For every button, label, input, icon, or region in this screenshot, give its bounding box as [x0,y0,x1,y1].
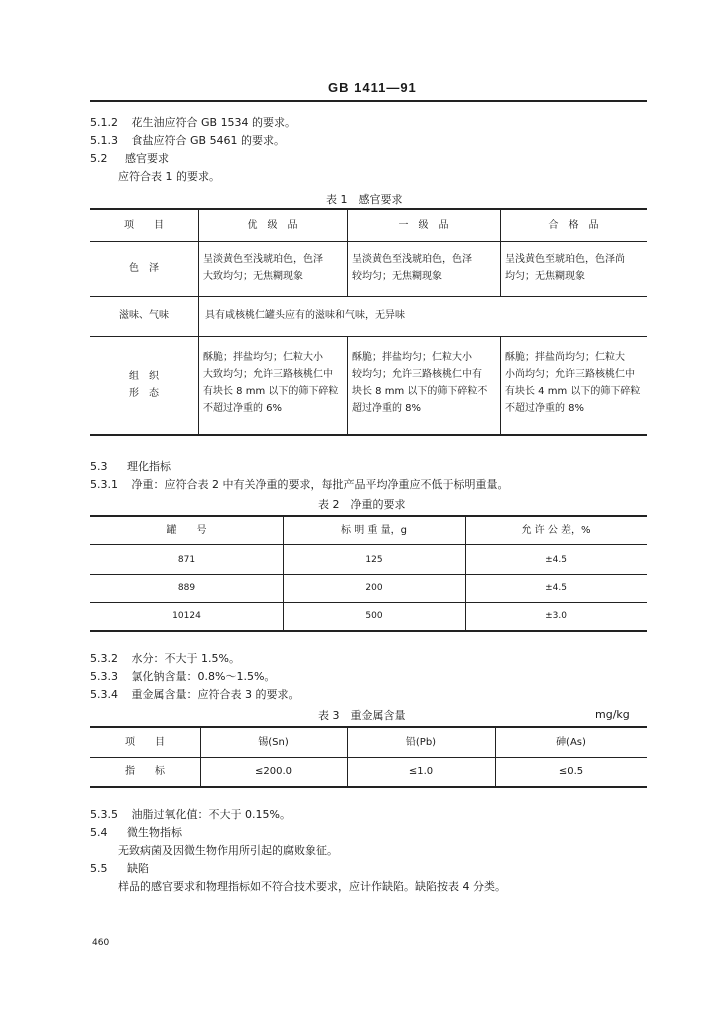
table1-row-texture-qualified: 酥脆；拌盐尚均匀；仁粒大 小尚均匀；允许三路核桃仁中 有块长 4 mm 以下的筛下碎粒 不超过净重的 8% [505,352,641,414]
table1-title: 表 1 感官要求 [326,193,403,206]
table2-title: 表 2 净重的要求 [318,498,406,511]
table2-cell: 200 [365,583,383,593]
clause-number: 5.3.4 [90,688,118,701]
clause-text: 水分：不大于 1.5%。 [131,652,240,665]
table1-header-item: 项 目 [124,220,164,231]
table2-cell: 10124 [172,611,201,621]
table1-row-texture-item: 组 织 形 态 [129,371,159,399]
table3-cell: ≤0.5 [558,766,584,777]
table1-row-color-item: 色 泽 [129,263,159,274]
table1-row-color-qualified: 呈浅黄色至琥珀色，色泽尚 均匀；无焦糊现象 [505,254,625,282]
clause-5-3-5 [90,806,291,824]
table2-cell: ±3.0 [545,611,567,621]
clause-5-3-3 [90,668,275,686]
page-number: 460 [92,938,110,948]
table1-row-color-premium: 呈淡黄色至浅琥珀色，色泽 大致均匀；无焦糊现象 [203,254,323,282]
header-rule [90,100,647,102]
table3-cell: ≤1.0 [408,766,434,777]
clause-5-3 [90,458,171,476]
clause-text: 重金属含量：应符合表 3 的要求。 [131,688,300,701]
table2-cell: 871 [177,555,196,565]
table2-header-weight: 标 明 重 量，g [341,525,407,536]
table2-cell: 889 [177,583,196,593]
clause-number: 5.5 [90,862,108,875]
clause-5-1-3 [90,132,285,150]
clause-5-4 [90,824,182,842]
clause-number: 5.3.3 [90,670,118,683]
clause-text: 净重：应符合表 2 中有关净重的要求，每批产品平均净重应不低于标明重量。 [131,478,509,491]
clause-5-4-text: 无致病菌及因微生物作用所引起的腐败象征。 [118,844,338,857]
clause-number: 5.1.2 [90,116,118,129]
table1-row-taste-merged: 具有咸核桃仁罐头应有的滋味和气味，无异味 [205,310,405,321]
clause-5-3-1 [90,476,509,494]
table3-unit: mg/kg [595,708,630,721]
clause-5-3-2 [90,650,240,668]
table2-cell: 500 [365,611,383,621]
clause-text: 缺陷 [127,862,149,875]
table1-row-color-first: 呈淡黄色至浅琥珀色，色泽 较均匀；无焦糊现象 [352,254,472,282]
table2-header-tolerance: 允 许 公 差，% [521,525,591,536]
clause-number: 5.1.3 [90,134,118,147]
clause-text: 微生物指标 [127,826,182,839]
table2-cell: 125 [365,555,383,565]
table1-header-premium: 优 级 品 [247,220,298,231]
clause-number: 5.4 [90,826,108,839]
table3-title: 表 3 重金属含量 [318,709,406,722]
table1-row-texture-premium: 酥脆；拌盐均匀；仁粒大小 大致均匀；允许三路核桃仁中 有块长 8 mm 以下的筛下碎粒 不超过净重的 6% [203,352,339,414]
clause-5-5 [90,860,149,878]
clause-5-3-4 [90,686,300,704]
clause-number: 5.3 [90,460,108,473]
clause-text: 理化指标 [127,460,171,473]
table2-cell: ±4.5 [545,555,567,565]
clause-text: 食盐应符合 GB 5461 的要求。 [131,134,286,147]
standard-code-header: GB 1411—91 [328,80,417,95]
clause-number: 5.3.2 [90,652,118,665]
table3-header-tin: 锡(Sn) [258,737,289,748]
table1-row-taste-item: 滋味、气味 [119,310,169,321]
table1-row-texture-first: 酥脆；拌盐均匀；仁粒大小 较均匀；允许三路核桃仁中有 块长 8 mm 以下的筛下碎粒不 超过净重的 8% [352,352,488,414]
table2-cell: ±4.5 [545,583,567,593]
clause-5-5-text: 样品的感官要求和物理指标如不符合技术要求，应计作缺陷。缺陷按表 4 分类。 [118,880,506,893]
table3-header-lead: 铅(Pb) [405,737,437,748]
table1-header-first: 一 级 品 [398,220,449,231]
clause-number: 5.3.5 [90,808,118,821]
clause-number: 5.2 [90,152,108,165]
table3-header-arsenic: 砷(As) [556,737,586,748]
table3-cell: 指 标 [125,766,165,777]
clause-5-2 [90,150,169,168]
table2-header-can: 罐 号 [166,525,207,536]
table3-header-item: 项 目 [125,737,165,748]
clause-text: 油脂过氧化值：不大于 0.15%。 [131,808,291,821]
clause-5-1-2 [90,114,296,132]
clause-text: 感官要求 [125,152,169,165]
table3-cell: ≤200.0 [254,766,292,777]
table1-header-qualified: 合 格 品 [548,220,599,231]
clause-text: 氯化钠含量：0.8%～1.5%。 [131,670,276,683]
clause-number: 5.3.1 [90,478,118,491]
clause-5-2-intro: 应符合表 1 的要求。 [118,170,220,183]
clause-text: 花生油应符合 GB 1534 的要求。 [131,116,297,129]
